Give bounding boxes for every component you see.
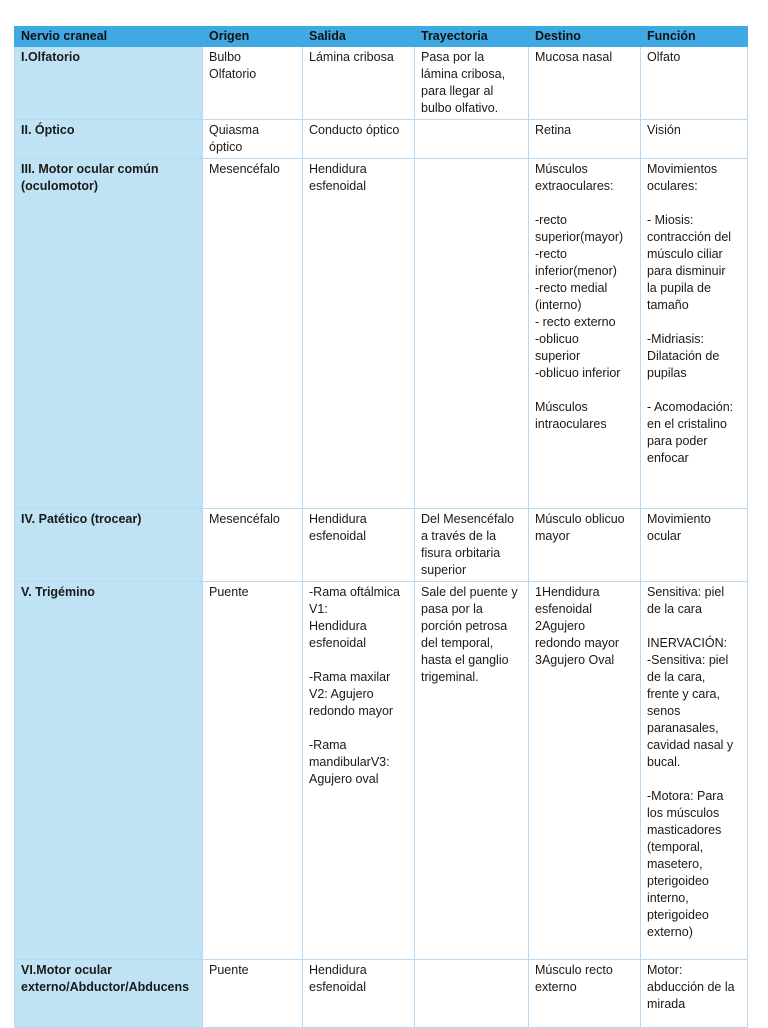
cell-funcion bbox=[641, 47, 748, 120]
cell-text: V. Trigémino bbox=[21, 585, 95, 599]
cell-text: Hendidura esfenoidal bbox=[309, 963, 367, 994]
cell-text: Sale del puente y pasa por la porción petrosa del temporal, hasta el ganglio trigeminal. bbox=[421, 585, 518, 684]
cell-origen bbox=[203, 159, 303, 509]
cell-trayectoria bbox=[415, 47, 529, 120]
cell-text: I.Olfatorio bbox=[21, 50, 81, 64]
cell-text: Retina bbox=[535, 123, 572, 137]
header-trayectoria: Trayectoria bbox=[415, 27, 529, 47]
cell-origen bbox=[203, 582, 303, 960]
cell-text: III. Motor ocular común (oculomotor) bbox=[21, 162, 159, 193]
cell-nervio bbox=[15, 47, 203, 120]
cell-text: Puente bbox=[209, 963, 249, 977]
header-origen: Origen bbox=[203, 27, 303, 47]
cell-text: Hendidura esfenoidal bbox=[309, 512, 367, 543]
header-nervio: Nervio craneal bbox=[15, 27, 203, 47]
cell-text: Hendidura esfenoidal bbox=[309, 162, 367, 193]
cell-destino bbox=[529, 120, 641, 159]
cell-funcion bbox=[641, 159, 748, 509]
cell-text: Músculos extraoculares: -recto superior(mayor) -recto inferior(menor) -recto medial (interno) - recto externo -oblicuo superior -oblicuo inferior Músculos intraoculares bbox=[535, 162, 624, 431]
cell-text: Mesencéfalo bbox=[209, 162, 280, 176]
cell-text: II. Óptico bbox=[21, 123, 75, 137]
cranial-nerves-table bbox=[14, 26, 748, 1028]
cell-nervio bbox=[15, 159, 203, 509]
cell-text: Quiasma óptico bbox=[209, 123, 260, 154]
cell-trayectoria bbox=[415, 582, 529, 960]
table-row bbox=[15, 509, 748, 582]
cell-text: Del Mesencéfalo a través de la fisura orbitaria superior bbox=[421, 512, 515, 577]
cell-text: Movimientos oculares: - Miosis: contracción del músculo ciliar para disminuir la pupila de tamaño -Midriasis: Dilatación de pupilas - Acomodación: en el cristalino para poder enfocar bbox=[647, 162, 734, 465]
cell-salida bbox=[303, 47, 415, 120]
cell-origen bbox=[203, 509, 303, 582]
cell-text: Olfato bbox=[647, 50, 681, 64]
cell-text: Visión bbox=[647, 123, 681, 137]
cell-funcion bbox=[641, 509, 748, 582]
cell-salida bbox=[303, 120, 415, 159]
header-salida: Salida bbox=[303, 27, 415, 47]
cell-nervio bbox=[15, 960, 203, 1028]
cell-text: Mesencéfalo bbox=[209, 512, 280, 526]
cell-origen bbox=[203, 960, 303, 1028]
table-row bbox=[15, 582, 748, 960]
cell-text: Conducto óptico bbox=[309, 123, 400, 137]
cell-destino bbox=[529, 582, 641, 960]
cell-salida bbox=[303, 509, 415, 582]
table-row bbox=[15, 120, 748, 159]
cell-trayectoria bbox=[415, 120, 529, 159]
cell-trayectoria bbox=[415, 509, 529, 582]
cell-funcion bbox=[641, 960, 748, 1028]
cell-text: IV. Patético (trocear) bbox=[21, 512, 142, 526]
header-destino: Destino bbox=[529, 27, 641, 47]
cell-text: Mucosa nasal bbox=[535, 50, 613, 64]
cell-destino bbox=[529, 159, 641, 509]
cell-salida bbox=[303, 582, 415, 960]
cell-text: Sensitiva: piel de la cara INERVACIÓN: -Sensitiva: piel de la cara, frente y cara, senos paranasales, cavidad nasal y bucal. -Motora: Para los músculos masticadores (temporal, masetero, pterigoideo interno, pterigoideo externo) bbox=[647, 585, 734, 939]
cell-nervio bbox=[15, 509, 203, 582]
header-funcion: Función bbox=[641, 27, 748, 47]
cell-destino bbox=[529, 47, 641, 120]
cell-text: Músculo oblicuo mayor bbox=[535, 512, 625, 543]
table-header-row bbox=[15, 27, 748, 47]
cell-nervio bbox=[15, 582, 203, 960]
cell-text: VI.Motor ocular externo/Abductor/Abducens bbox=[21, 963, 190, 994]
cell-text: Movimiento ocular bbox=[647, 512, 711, 543]
table-row bbox=[15, 960, 748, 1028]
cell-origen bbox=[203, 120, 303, 159]
cell-funcion bbox=[641, 120, 748, 159]
cell-text: Músculo recto externo bbox=[535, 963, 613, 994]
cell-funcion bbox=[641, 582, 748, 960]
cell-text: Pasa por la lámina cribosa, para llegar al bulbo olfativo. bbox=[421, 50, 506, 115]
cell-nervio bbox=[15, 120, 203, 159]
cell-destino bbox=[529, 960, 641, 1028]
cell-text: 1Hendidura esfenoidal 2Agujero redondo mayor 3Agujero Oval bbox=[535, 585, 620, 667]
cell-origen bbox=[203, 47, 303, 120]
cell-salida bbox=[303, 159, 415, 509]
cell-trayectoria bbox=[415, 159, 529, 509]
table-row bbox=[15, 47, 748, 120]
cell-text: Puente bbox=[209, 585, 249, 599]
cell-text: Lámina cribosa bbox=[309, 50, 394, 64]
cell-text: -Rama oftálmica V1: Hendidura esfenoidal -Rama maxilar V2: Agujero redondo mayor -Rama mandibularV3: Agujero oval bbox=[309, 585, 400, 786]
cell-text: Motor: abducción de la mirada bbox=[647, 963, 735, 1011]
cell-destino bbox=[529, 509, 641, 582]
table-row bbox=[15, 159, 748, 509]
cell-salida bbox=[303, 960, 415, 1028]
cell-trayectoria bbox=[415, 960, 529, 1028]
cell-text: Bulbo Olfatorio bbox=[209, 50, 257, 81]
